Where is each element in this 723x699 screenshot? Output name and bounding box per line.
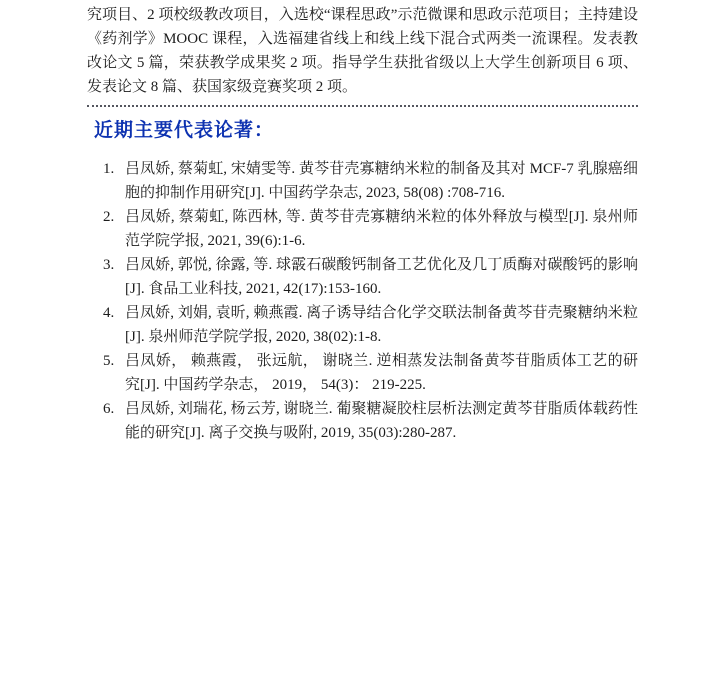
- publication-list: [87, 157, 638, 445]
- page-content: [87, 3, 638, 445]
- publication-item: [87, 301, 638, 349]
- publication-text: 吕凤娇, 刘娟, 袁昕, 赖燕霞. 离子诱导结合化学交联法制备黄芩苷壳聚糖纳米粒[J]. 泉州师范学院学报, 2020, 38(02):1-8.: [125, 305, 638, 345]
- publication-number: 5.: [103, 353, 115, 369]
- intro-paragraph: 究项目、2 项校级教改项目，入选校“课程思政”示范微课和思政示范项目；主持建设《药剂学》MOOC 课程，入选福建省线上和线上线下混合式两类一流课程。发表教改论文 5 篇，荣获教学成果奖 2 项。指导学生获批省级以上大学生创新项目 6 项、发表论文 8 篇、获国家级竞赛奖项 2 项。: [87, 7, 638, 95]
- publication-number: 1.: [103, 161, 115, 177]
- publication-number: 3.: [103, 257, 115, 273]
- section-heading: 近期主要代表论著：: [94, 120, 275, 141]
- publication-text: 吕凤娇, 蔡菊虹, 陈西林, 等. 黄芩苷壳寡糖纳米粒的体外释放与模型[J]. 泉州师范学院学报, 2021, 39(6):1-6.: [125, 209, 638, 249]
- publication-number: 6.: [103, 401, 115, 417]
- publication-item: [87, 157, 638, 205]
- publication-number: 4.: [103, 305, 115, 321]
- publication-item: [87, 253, 638, 301]
- publication-item: [87, 397, 638, 445]
- dotted-divider: [87, 105, 638, 107]
- publication-text: 吕凤娇, 蔡菊虹, 宋婧雯等. 黄芩苷壳寡糖纳米粒的制备及其对 MCF-7 乳腺癌细胞的抑制作用研究[J]. 中国药学杂志, 2023, 58(08) :708-716.: [125, 161, 638, 201]
- publication-item: [87, 205, 638, 253]
- publication-text: 吕凤娇， 赖燕霞， 张远航， 谢晓兰. 逆相蒸发法制备黄芩苷脂质体工艺的研究[J]. 中国药学杂志， 2019， 54(3)： 219-225.: [125, 353, 638, 393]
- publication-text: 吕凤娇, 郭悦, 徐露, 等. 球霰石碳酸钙制备工艺优化及几丁质酶对碳酸钙的影响[J]. 食品工业科技, 2021, 42(17):153-160.: [125, 257, 638, 297]
- publication-item: [87, 349, 638, 397]
- publication-text: 吕凤娇, 刘瑞花, 杨云芳, 谢晓兰. 葡聚糖凝胶柱层析法测定黄芩苷脂质体载药性能的研究[J]. 离子交换与吸附, 2019, 35(03):280-287.: [125, 401, 638, 441]
- publication-number: 2.: [103, 209, 115, 225]
